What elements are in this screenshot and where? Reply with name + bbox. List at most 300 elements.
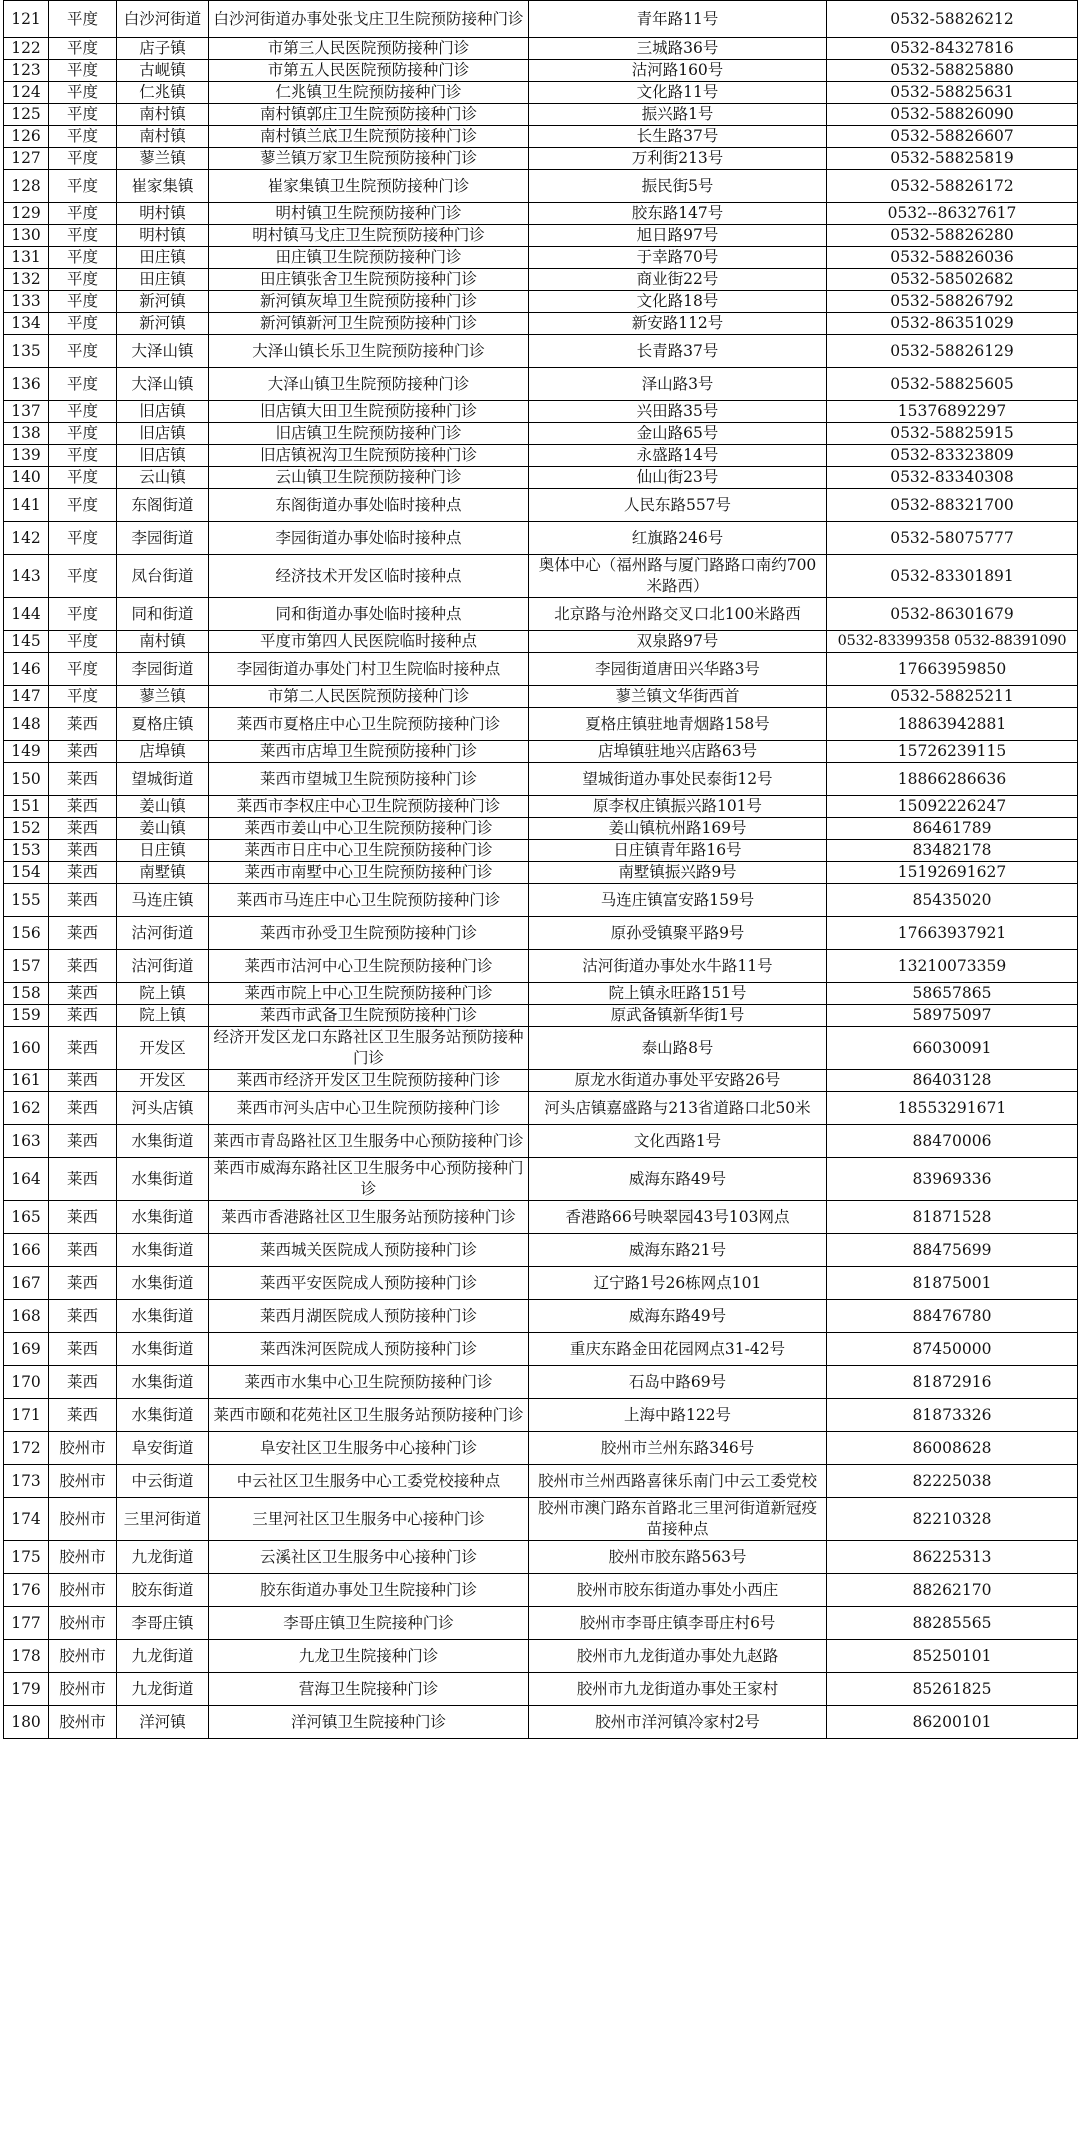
street-cell: 云山镇: [117, 467, 209, 489]
site-name-cell: 莱西市武备卫生院预防接种门诊: [209, 1005, 529, 1027]
row-number: 153: [4, 840, 49, 862]
address-cell: 重庆东路金田花园网点31-42号: [529, 1333, 827, 1366]
table-row: [4, 1027, 1078, 1070]
row-number: 143: [4, 555, 49, 598]
site-name-cell: 莱西市姜山中心卫生院预防接种门诊: [209, 818, 529, 840]
row-number: 162: [4, 1092, 49, 1125]
phone-cell: 88262170: [827, 1574, 1078, 1607]
phone-cell: 18863942881: [827, 708, 1078, 741]
city-cell: 胶州市: [49, 1706, 117, 1739]
phone-cell: 15092226247: [827, 796, 1078, 818]
phone-cell: 0532-58826792: [827, 291, 1078, 313]
address-cell: 胶州市兰州西路喜徕乐南门中云工委党校: [529, 1465, 827, 1498]
street-cell: 白沙河街道: [117, 1, 209, 38]
row-number: 150: [4, 763, 49, 796]
street-cell: 九龙街道: [117, 1640, 209, 1673]
site-name-cell: 李园街道办事处门村卫生院临时接种点: [209, 653, 529, 686]
table-row: [4, 1607, 1078, 1640]
site-name-cell: 南村镇兰底卫生院预防接种门诊: [209, 126, 529, 148]
address-cell: 泰山路8号: [529, 1027, 827, 1070]
site-name-cell: 市第五人民医院预防接种门诊: [209, 60, 529, 82]
address-cell: 胶州市九龙街道办事处王家村: [529, 1673, 827, 1706]
site-name-cell: 市第二人民医院预防接种门诊: [209, 686, 529, 708]
city-cell: 平度: [49, 82, 117, 104]
city-cell: 平度: [49, 555, 117, 598]
site-name-cell: 营海卫生院接种门诊: [209, 1673, 529, 1706]
street-cell: 田庄镇: [117, 269, 209, 291]
phone-cell: 88476780: [827, 1300, 1078, 1333]
row-number: 139: [4, 445, 49, 467]
street-cell: 凤台街道: [117, 555, 209, 598]
row-number: 146: [4, 653, 49, 686]
site-name-cell: 市第三人民医院预防接种门诊: [209, 38, 529, 60]
table-row: [4, 467, 1078, 489]
row-number: 180: [4, 1706, 49, 1739]
row-number: 129: [4, 203, 49, 225]
row-number: 149: [4, 741, 49, 763]
city-cell: 平度: [49, 598, 117, 631]
phone-cell: 58657865: [827, 983, 1078, 1005]
row-number: 140: [4, 467, 49, 489]
row-number: 157: [4, 950, 49, 983]
address-cell: 原孙受镇聚平路9号: [529, 917, 827, 950]
site-name-cell: 仁兆镇卫生院预防接种门诊: [209, 82, 529, 104]
table-row: [4, 1158, 1078, 1201]
site-name-cell: 莱西市青岛路社区卫生服务中心预防接种门诊: [209, 1125, 529, 1158]
street-cell: 胶东街道: [117, 1574, 209, 1607]
row-number: 155: [4, 884, 49, 917]
phone-cell: 0532-58825631: [827, 82, 1078, 104]
address-cell: 原李权庄镇振兴路101号: [529, 796, 827, 818]
city-cell: 平度: [49, 126, 117, 148]
address-cell: 商业街22号: [529, 269, 827, 291]
phone-cell: 81871528: [827, 1201, 1078, 1234]
site-name-cell: 东阁街道办事处临时接种点: [209, 489, 529, 522]
site-name-cell: 旧店镇祝沟卫生院预防接种门诊: [209, 445, 529, 467]
row-number: 133: [4, 291, 49, 313]
address-cell: 红旗路246号: [529, 522, 827, 555]
address-cell: 辽宁路1号26栋网点101: [529, 1267, 827, 1300]
table-row: [4, 104, 1078, 126]
row-number: 137: [4, 401, 49, 423]
row-number: 128: [4, 170, 49, 203]
table-row: [4, 225, 1078, 247]
street-cell: 水集街道: [117, 1333, 209, 1366]
street-cell: 望城街道: [117, 763, 209, 796]
row-number: 138: [4, 423, 49, 445]
address-cell: 文化西路1号: [529, 1125, 827, 1158]
site-name-cell: 云溪社区卫生服务中心接种门诊: [209, 1541, 529, 1574]
table-row: [4, 884, 1078, 917]
row-number: 178: [4, 1640, 49, 1673]
phone-cell: 85261825: [827, 1673, 1078, 1706]
table-row: [4, 445, 1078, 467]
phone-cell: 0532-83301891: [827, 555, 1078, 598]
city-cell: 莱西: [49, 1125, 117, 1158]
street-cell: 田庄镇: [117, 247, 209, 269]
site-name-cell: 田庄镇卫生院预防接种门诊: [209, 247, 529, 269]
phone-cell: 0532-58826090: [827, 104, 1078, 126]
city-cell: 莱西: [49, 1070, 117, 1092]
address-cell: 长生路37号: [529, 126, 827, 148]
city-cell: 平度: [49, 445, 117, 467]
row-number: 176: [4, 1574, 49, 1607]
phone-cell: 17663959850: [827, 653, 1078, 686]
phone-cell: 15376892297: [827, 401, 1078, 423]
address-cell: 南墅镇振兴路9号: [529, 862, 827, 884]
address-cell: 石岛中路69号: [529, 1366, 827, 1399]
site-name-cell: 新河镇新河卫生院预防接种门诊: [209, 313, 529, 335]
site-name-cell: 云山镇卫生院预防接种门诊: [209, 467, 529, 489]
table-row: [4, 1333, 1078, 1366]
table-row: [4, 1300, 1078, 1333]
site-name-cell: 莱西市河头店中心卫生院预防接种门诊: [209, 1092, 529, 1125]
street-cell: 水集街道: [117, 1125, 209, 1158]
row-number: 154: [4, 862, 49, 884]
row-number: 170: [4, 1366, 49, 1399]
site-name-cell: 崔家集镇卫生院预防接种门诊: [209, 170, 529, 203]
row-number: 167: [4, 1267, 49, 1300]
street-cell: 南墅镇: [117, 862, 209, 884]
table-row: [4, 1541, 1078, 1574]
table-row: [4, 1070, 1078, 1092]
street-cell: 院上镇: [117, 1005, 209, 1027]
address-cell: 姜山镇杭州路169号: [529, 818, 827, 840]
street-cell: 南村镇: [117, 104, 209, 126]
table-row: [4, 1399, 1078, 1432]
city-cell: 莱西: [49, 741, 117, 763]
street-cell: 水集街道: [117, 1399, 209, 1432]
city-cell: 莱西: [49, 763, 117, 796]
address-cell: 于幸路70号: [529, 247, 827, 269]
phone-cell: 0532--86327617: [827, 203, 1078, 225]
phone-cell: 88470006: [827, 1125, 1078, 1158]
city-cell: 平度: [49, 203, 117, 225]
row-number: 123: [4, 60, 49, 82]
street-cell: 新河镇: [117, 291, 209, 313]
table-row: [4, 401, 1078, 423]
street-cell: 旧店镇: [117, 423, 209, 445]
phone-cell: 0532-58826607: [827, 126, 1078, 148]
table-row: [4, 38, 1078, 60]
row-number: 136: [4, 368, 49, 401]
phone-cell: 0532-58825605: [827, 368, 1078, 401]
street-cell: 店子镇: [117, 38, 209, 60]
phone-cell: 0532-58825211: [827, 686, 1078, 708]
street-cell: 大泽山镇: [117, 335, 209, 368]
row-number: 161: [4, 1070, 49, 1092]
row-number: 164: [4, 1158, 49, 1201]
site-name-cell: 同和街道办事处临时接种点: [209, 598, 529, 631]
street-cell: 九龙街道: [117, 1541, 209, 1574]
site-name-cell: 李哥庄镇卫生院接种门诊: [209, 1607, 529, 1640]
table-row: [4, 269, 1078, 291]
row-number: 152: [4, 818, 49, 840]
street-cell: 崔家集镇: [117, 170, 209, 203]
site-name-cell: 莱西市经济开发区卫生院预防接种门诊: [209, 1070, 529, 1092]
address-cell: 胶州市洋河镇冷家村2号: [529, 1706, 827, 1739]
row-number: 151: [4, 796, 49, 818]
address-cell: 店埠镇驻地兴店路63号: [529, 741, 827, 763]
phone-cell: 0532-88321700: [827, 489, 1078, 522]
table-row: [4, 60, 1078, 82]
table-row: [4, 598, 1078, 631]
street-cell: 明村镇: [117, 203, 209, 225]
row-number: 122: [4, 38, 49, 60]
table-row: [4, 148, 1078, 170]
table-row: [4, 686, 1078, 708]
phone-cell: 86200101: [827, 1706, 1078, 1739]
city-cell: 平度: [49, 631, 117, 653]
city-cell: 胶州市: [49, 1574, 117, 1607]
site-name-cell: 白沙河街道办事处张戈庄卫生院预防接种门诊: [209, 1, 529, 38]
city-cell: 平度: [49, 38, 117, 60]
phone-cell: 83969336: [827, 1158, 1078, 1201]
street-cell: 马连庄镇: [117, 884, 209, 917]
phone-cell: 86461789: [827, 818, 1078, 840]
address-cell: 望城街道办事处民泰街12号: [529, 763, 827, 796]
city-cell: 莱西: [49, 862, 117, 884]
street-cell: 三里河街道: [117, 1498, 209, 1541]
street-cell: 姜山镇: [117, 818, 209, 840]
street-cell: 夏格庄镇: [117, 708, 209, 741]
address-cell: 兴田路35号: [529, 401, 827, 423]
address-cell: 沽河路160号: [529, 60, 827, 82]
row-number: 142: [4, 522, 49, 555]
site-name-cell: 明村镇卫生院预防接种门诊: [209, 203, 529, 225]
phone-cell: 0532-84327816: [827, 38, 1078, 60]
address-cell: 永盛路14号: [529, 445, 827, 467]
phone-cell: 18553291671: [827, 1092, 1078, 1125]
city-cell: 平度: [49, 401, 117, 423]
city-cell: 莱西: [49, 796, 117, 818]
table-row: [4, 917, 1078, 950]
table-row: [4, 1673, 1078, 1706]
street-cell: 李哥庄镇: [117, 1607, 209, 1640]
phone-cell: 86225313: [827, 1541, 1078, 1574]
phone-cell: 15726239115: [827, 741, 1078, 763]
street-cell: 店埠镇: [117, 741, 209, 763]
address-cell: 蓼兰镇文华街西首: [529, 686, 827, 708]
phone-cell: 0532-58826172: [827, 170, 1078, 203]
phone-cell: 85435020: [827, 884, 1078, 917]
phone-cell: 81875001: [827, 1267, 1078, 1300]
table-row: [4, 522, 1078, 555]
phone-cell: 0532-58825880: [827, 60, 1078, 82]
street-cell: 蓼兰镇: [117, 148, 209, 170]
street-cell: 院上镇: [117, 983, 209, 1005]
address-cell: 泽山路3号: [529, 368, 827, 401]
table-row: [4, 1234, 1078, 1267]
table-row: [4, 1267, 1078, 1300]
street-cell: 同和街道: [117, 598, 209, 631]
address-cell: 香港路66号映翠园43号103网点: [529, 1201, 827, 1234]
city-cell: 平度: [49, 313, 117, 335]
table-row: [4, 1498, 1078, 1541]
row-number: 148: [4, 708, 49, 741]
table-row: [4, 983, 1078, 1005]
row-number: 130: [4, 225, 49, 247]
phone-cell: 15192691627: [827, 862, 1078, 884]
row-number: 168: [4, 1300, 49, 1333]
city-cell: 莱西: [49, 917, 117, 950]
site-name-cell: 阜安社区卫生服务中心接种门诊: [209, 1432, 529, 1465]
site-name-cell: 中云社区卫生服务中心工委党校接种点: [209, 1465, 529, 1498]
row-number: 169: [4, 1333, 49, 1366]
street-cell: 水集街道: [117, 1201, 209, 1234]
vaccination-sites-table: [3, 0, 1078, 1739]
site-name-cell: 洋河镇卫生院接种门诊: [209, 1706, 529, 1739]
site-name-cell: 莱西市孙受卫生院预防接种门诊: [209, 917, 529, 950]
table-row: [4, 1201, 1078, 1234]
site-name-cell: 莱西市院上中心卫生院预防接种门诊: [209, 983, 529, 1005]
city-cell: 莱西: [49, 1005, 117, 1027]
street-cell: 姜山镇: [117, 796, 209, 818]
site-name-cell: 李园街道办事处临时接种点: [209, 522, 529, 555]
table-row: [4, 335, 1078, 368]
site-name-cell: 旧店镇大田卫生院预防接种门诊: [209, 401, 529, 423]
phone-cell: 0532-58075777: [827, 522, 1078, 555]
table-row: [4, 1574, 1078, 1607]
site-name-cell: 莱西市李权庄中心卫生院预防接种门诊: [209, 796, 529, 818]
site-name-cell: 莱西市南墅中心卫生院预防接种门诊: [209, 862, 529, 884]
city-cell: 平度: [49, 467, 117, 489]
address-cell: 北京路与沧州路交叉口北100米路西: [529, 598, 827, 631]
street-cell: 仁兆镇: [117, 82, 209, 104]
address-cell: 振兴路1号: [529, 104, 827, 126]
row-number: 127: [4, 148, 49, 170]
table-row: [4, 82, 1078, 104]
site-name-cell: 莱西平安医院成人预防接种门诊: [209, 1267, 529, 1300]
city-cell: 莱西: [49, 1234, 117, 1267]
city-cell: 莱西: [49, 708, 117, 741]
table-row: [4, 1, 1078, 38]
row-number: 165: [4, 1201, 49, 1234]
city-cell: 胶州市: [49, 1465, 117, 1498]
site-name-cell: 蓼兰镇万家卫生院预防接种门诊: [209, 148, 529, 170]
street-cell: 水集街道: [117, 1366, 209, 1399]
address-cell: 仙山街23号: [529, 467, 827, 489]
row-number: 131: [4, 247, 49, 269]
address-cell: 院上镇永旺路151号: [529, 983, 827, 1005]
city-cell: 莱西: [49, 1201, 117, 1234]
street-cell: 九龙街道: [117, 1673, 209, 1706]
row-number: 158: [4, 983, 49, 1005]
phone-cell: 81873326: [827, 1399, 1078, 1432]
table-row: [4, 313, 1078, 335]
row-number: 173: [4, 1465, 49, 1498]
street-cell: 洋河镇: [117, 1706, 209, 1739]
street-cell: 水集街道: [117, 1300, 209, 1333]
site-name-cell: 莱西市水集中心卫生院预防接种门诊: [209, 1366, 529, 1399]
table-row: [4, 1092, 1078, 1125]
street-cell: 古岘镇: [117, 60, 209, 82]
city-cell: 平度: [49, 522, 117, 555]
row-number: 159: [4, 1005, 49, 1027]
city-cell: 平度: [49, 1, 117, 38]
phone-cell: 0532-58826280: [827, 225, 1078, 247]
street-cell: 蓼兰镇: [117, 686, 209, 708]
phone-cell: 17663937921: [827, 917, 1078, 950]
row-number: 121: [4, 1, 49, 38]
city-cell: 平度: [49, 653, 117, 686]
phone-cell: 86008628: [827, 1432, 1078, 1465]
city-cell: 莱西: [49, 950, 117, 983]
address-cell: 夏格庄镇驻地青烟路158号: [529, 708, 827, 741]
city-cell: 平度: [49, 60, 117, 82]
phone-cell: 66030091: [827, 1027, 1078, 1070]
address-cell: 人民东路557号: [529, 489, 827, 522]
address-cell: 原武备镇新华街1号: [529, 1005, 827, 1027]
city-cell: 胶州市: [49, 1432, 117, 1465]
city-cell: 平度: [49, 291, 117, 313]
address-cell: 威海东路21号: [529, 1234, 827, 1267]
address-cell: 李园街道唐田兴华路3号: [529, 653, 827, 686]
phone-cell: 0532-58826212: [827, 1, 1078, 38]
address-cell: 青年路11号: [529, 1, 827, 38]
site-name-cell: 莱西市香港路社区卫生服务站预防接种门诊: [209, 1201, 529, 1234]
table-row: [4, 950, 1078, 983]
site-name-cell: 莱西市店埠卫生院预防接种门诊: [209, 741, 529, 763]
address-cell: 威海东路49号: [529, 1158, 827, 1201]
phone-cell: 0532-58826036: [827, 247, 1078, 269]
site-name-cell: 经济开发区龙口东路社区卫生服务站预防接种门诊: [209, 1027, 529, 1070]
site-name-cell: 莱西市日庄中心卫生院预防接种门诊: [209, 840, 529, 862]
street-cell: 南村镇: [117, 126, 209, 148]
row-number: 132: [4, 269, 49, 291]
street-cell: 河头店镇: [117, 1092, 209, 1125]
street-cell: 中云街道: [117, 1465, 209, 1498]
row-number: 147: [4, 686, 49, 708]
table-row: [4, 203, 1078, 225]
city-cell: 莱西: [49, 983, 117, 1005]
site-name-cell: 莱西市沽河中心卫生院预防接种门诊: [209, 950, 529, 983]
table-row: [4, 818, 1078, 840]
site-name-cell: 莱西城关医院成人预防接种门诊: [209, 1234, 529, 1267]
city-cell: 莱西: [49, 1092, 117, 1125]
city-cell: 胶州市: [49, 1640, 117, 1673]
row-number: 160: [4, 1027, 49, 1070]
address-cell: 胶州市胶东街道办事处小西庄: [529, 1574, 827, 1607]
phone-cell: 88475699: [827, 1234, 1078, 1267]
street-cell: 沽河街道: [117, 917, 209, 950]
site-name-cell: 莱西市马连庄中心卫生院预防接种门诊: [209, 884, 529, 917]
phone-cell: 88285565: [827, 1607, 1078, 1640]
address-cell: 新安路112号: [529, 313, 827, 335]
row-number: 179: [4, 1673, 49, 1706]
street-cell: 大泽山镇: [117, 368, 209, 401]
row-number: 125: [4, 104, 49, 126]
phone-cell: 58975097: [827, 1005, 1078, 1027]
row-number: 141: [4, 489, 49, 522]
table-row: [4, 1640, 1078, 1673]
site-name-cell: 莱西洙河医院成人预防接种门诊: [209, 1333, 529, 1366]
site-name-cell: 莱西市望城卫生院预防接种门诊: [209, 763, 529, 796]
table-row: [4, 631, 1078, 653]
phone-cell: 82210328: [827, 1498, 1078, 1541]
address-cell: 沽河街道办事处水牛路11号: [529, 950, 827, 983]
row-number: 145: [4, 631, 49, 653]
phone-cell: 85250101: [827, 1640, 1078, 1673]
phone-cell: 0532-58825915: [827, 423, 1078, 445]
city-cell: 胶州市: [49, 1607, 117, 1640]
street-cell: 开发区: [117, 1027, 209, 1070]
address-cell: 威海东路49号: [529, 1300, 827, 1333]
city-cell: 平度: [49, 148, 117, 170]
address-cell: 文化路18号: [529, 291, 827, 313]
phone-cell: 0532-83323809: [827, 445, 1078, 467]
table-row: [4, 862, 1078, 884]
